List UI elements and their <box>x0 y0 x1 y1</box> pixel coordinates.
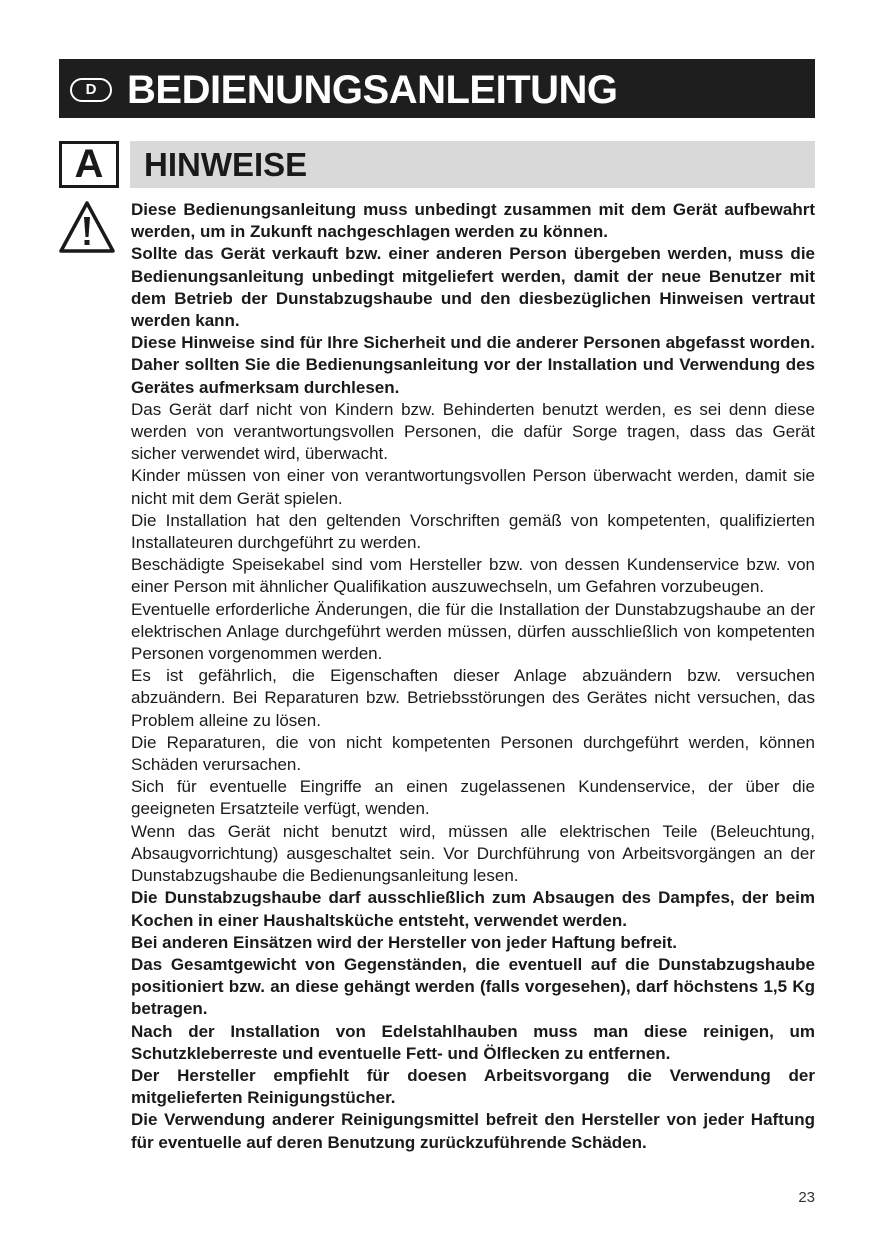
section-letter-box: A <box>59 141 119 188</box>
paragraph: Beschädigte Speisekabel sind vom Hersteller bzw. von dessen Kundenservice bzw. von einer Person mit ähnlicher Qualifikation auszuwechseln, um Gefahren vorzubeugen. <box>131 555 815 597</box>
section-header <box>130 141 815 188</box>
paragraph: Sich für eventuelle Eingriffe an einen zugelassenen Kundenservice, der über die geeigneten Ersatzteile verfügt, wenden. <box>131 777 815 819</box>
paragraph: Die Reparaturen, die von nicht kompetenten Personen durchgeführt werden, können Schäden verursachen. <box>131 732 815 775</box>
paragraph: Nach der Installation von Edelstahlhauben muss man diese reinigen, um Schutzkleberreste und eventuelle Fett- und Ölflecken zu entfernen. <box>131 1021 815 1063</box>
language-badge: D <box>70 78 112 102</box>
paragraph: Sollte das Gerät verkauft bzw. einer anderen Person übergeben werden, muss die Bedienungsanleitung unbedingt mitgeliefert werden, damit der neue Benutzer mit dem Betrieb der Dunstabzugshaube und den diesbezüglichen Hinweisen vertraut werden kann. <box>131 244 815 331</box>
section-title: HINWEISE <box>144 146 308 183</box>
paragraph: Diese Hinweise sind für Ihre Sicherheit und die anderer Personen abgefasst worden. Daher sollten Sie die Bedienungsanleitung vor der Installation und Verwendung des Gerätes aufmerksam durchlesen. <box>131 333 815 397</box>
paragraph: Die Verwendung anderer Reinigungsmittel befreit den Hersteller von jeder Haftung für eventuelle auf deren Benutzung zurückzuführende Schäden. <box>131 1110 815 1152</box>
paragraph: Bei anderen Einsätzen wird der Hersteller von jeder Haftung befreit. <box>131 932 678 952</box>
paragraph: Das Gesamtgewicht von Gegenständen, die eventuell auf die Dunstabzugshaube positioniert bzw. an diese gehängt werden (falls vorgesehen), darf höchstens 1,5 Kg betragen. <box>131 954 815 1019</box>
paragraph: Wenn das Gerät nicht benutzt wird, müssen alle elektrischen Teile (Beleuchtung, Absaugvorrichtung) ausgeschaltet sein. Vor Durchführung von Arbeitsvorgängen an der Dunstabzugshaube die Bedienungsanleitung lesen. <box>131 821 815 886</box>
instructions-text <box>131 199 815 1154</box>
paragraph: Eventuelle erforderliche Änderungen, die für die Installation der Dunstabzugshaube an der elektrischen Anlage durchgeführt werden müssen, dürfen ausschließlich von kompetenten Personen vorgenommen werden. <box>131 599 815 664</box>
paragraph: Diese Bedienungsanleitung muss unbedingt zusammen mit dem Gerät aufbewahrt werden, um in Zukunft nachgeschlagen werden zu können. <box>131 200 815 242</box>
warning-triangle-icon <box>58 200 116 254</box>
paragraph: Es ist gefährlich, die Eigenschaften dieser Anlage abzuändern bzw. versuchen abzuändern. Bei Reparaturen bzw. Betriebsstörungen des Gerätes nicht versuchen, das Problem alleine zu lösen. <box>131 666 815 730</box>
title-bar <box>59 59 815 118</box>
paragraph: Die Dunstabzugshaube darf ausschließlich zum Absaugen des Dampfes, der beim Kochen in einer Haushaltsküche entsteht, verwendet werden. <box>131 888 815 930</box>
paragraph: Die Installation hat den geltenden Vorschriften gemäß von kompetenten, qualifizierten Installateuren durchgeführt zu werden. <box>131 510 815 553</box>
paragraph: Kinder müssen von einer von verantwortungsvollen Person überwacht werden, damit sie nicht mit dem Gerät spielen. <box>131 466 815 508</box>
paragraph: Das Gerät darf nicht von Kindern bzw. Behinderten benutzt werden, es sei denn diese werden von verantwortungsvollen Personen, die dafür Sorge tragen, dass das Gerät sicher verwendet wird, überwacht. <box>131 399 815 464</box>
page-number: 23 <box>798 1189 815 1206</box>
page-title: BEDIENUNGSANLEITUNG <box>127 68 618 112</box>
paragraph: Der Hersteller empfiehlt für doesen Arbeitsvorgang die Verwendung der mitgelieferten Reinigungstücher. <box>131 1065 815 1108</box>
